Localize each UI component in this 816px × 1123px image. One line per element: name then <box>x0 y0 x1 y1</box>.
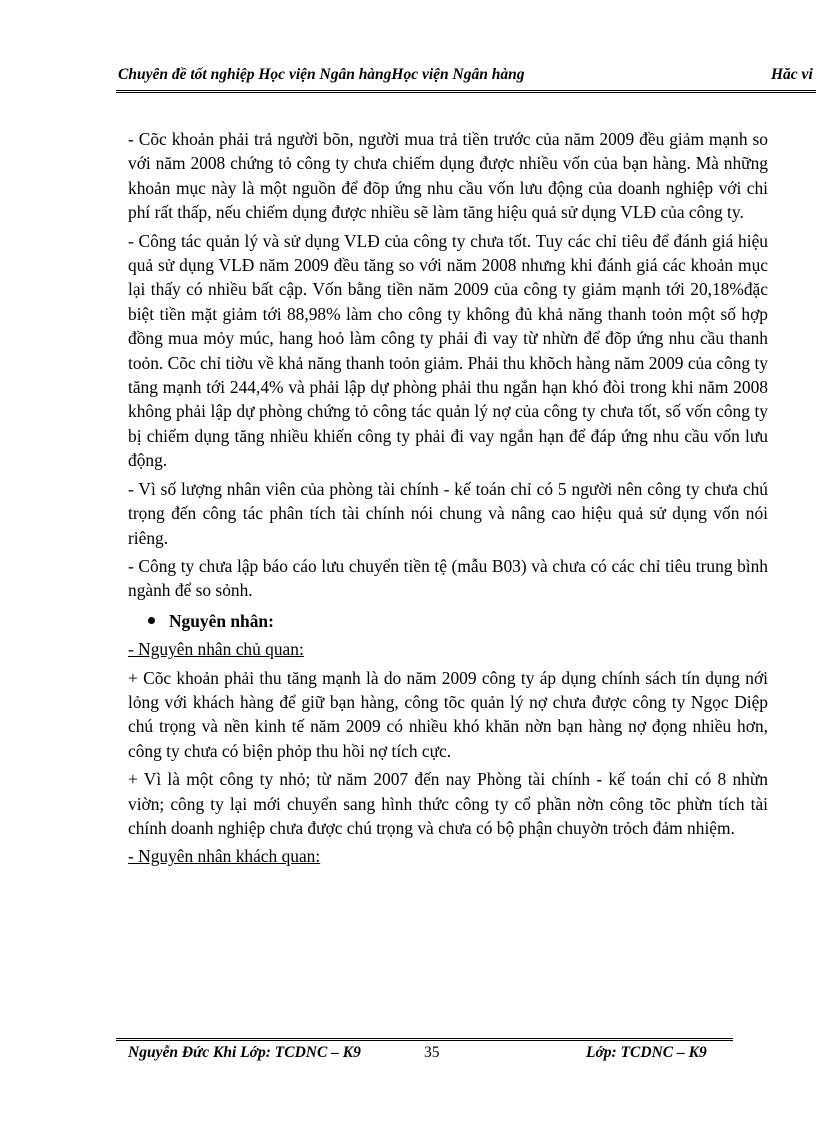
bullet-dot-icon <box>148 617 155 624</box>
document-body <box>128 127 768 873</box>
paragraph: - Cõc khoản phải trả người bõn, người mua trả tiền trước của năm 2009 đều giảm mạnh so với năm 2008 chứng tỏ công ty chưa chiếm dụng được nhiều vốn của bạn hàng. Mà những khoản mục này là một nguồn để đõp ứng nhu cầu vốn lưu động của doanh nghiệp với chi phí rất thấp, nếu chiếm dụng được nhiều sẽ làm tăng hiệu quả sử dụng VLĐ của công ty. <box>128 129 768 223</box>
header-right-text: Hăc vi <box>771 66 813 83</box>
paragraph: - Vì số lượng nhân viên của phòng tài chính - kế toán chỉ có 5 người nên công ty chưa chú trọng đến công tác phân tích tài chính nói chung và nâng cao hiệu quả sử dụng vốn nói riêng. <box>128 478 768 548</box>
paragraph: + Vì là một công ty nhỏ; từ năm 2007 đến nay Phòng tài chính - kế toán chỉ có 8 nhừn viờn; công ty lại mới chuyển sang hình thức công ty cổ phần nờn công tõc phừn tích tài chính doanh nghiệp chưa được chú trọng và chưa có bộ phận chuyờn trỏch đảm nhiệm. <box>128 769 768 838</box>
footer-author: Nguyễn Đức Khi Lớp: TCDNC – K9 <box>128 1044 361 1061</box>
subheading-subjective: - Nguyên nhân chủ quan: <box>128 639 304 660</box>
paragraph: + Cõc khoản phải thu tăng mạnh là do năm 2009 công ty áp dụng chính sách tín dụng nới lỏng với khách hàng để giữ bạn hàng, công tõc quản lý nợ chưa được công ty Ngọc Diệp chú trọng và nền kinh tế năm 2009 có nhiều khó khăn nờn bạn hàng nợ đọng nhiều hơn, công ty chưa có biện phỏp thu hồi nợ tích cực. <box>128 667 768 761</box>
page-header <box>116 64 816 93</box>
paragraph: - Công tác quản lý và sử dụng VLĐ của công ty chưa tốt. Tuy các chỉ tiêu để đánh giá hiệu quả sử dụng VLĐ năm 2009 đều tăng so với năm 2008 nhưng khi đánh giá các khoản mục lại thấy có nhiều bất cập. Vốn bằng tiền năm 2009 của công ty giảm mạnh tới 20,18%đặc biệt tiền mặt giảm tới 88,98% làm cho công ty không đủ khả năng thanh toỏn một số hợp đồng mua mỏy múc, hang hoỏ làm công ty phải đi vay từ nhừn để đõp ứng nhu cầu thanh toỏn. Cõc chỉ tiờu về khả năng thanh toỏn giảm. Phải thu khõch hàng năm 2009 của công ty tăng mạnh tới 244,4% và phải lập dự phòng phải thu ngắn hạn khó đòi trong khi năm 2008 không phải lập dự phòng chứng tỏ công tác quản lý nợ của công ty chưa tốt, số vốn công ty bị chiếm dụng tăng nhiều khiến công ty phải đi vay ngắn hạn để đáp ứng nhu cầu vốn lưu động. <box>128 230 768 471</box>
header-title: Chuyên đề tốt nghiệp Học viện Ngân hàngHọc viện Ngân hàng <box>118 66 525 83</box>
bullet-heading <box>148 609 768 633</box>
subheading-objective: - Nguyên nhân khách quan: <box>128 846 321 867</box>
page-number: 35 <box>424 1044 440 1061</box>
paragraph: - Công ty chưa lập báo cáo lưu chuyển tiền tệ (mẫu B03) và chưa có các chỉ tiêu trung bình ngành để so sỏnh. <box>128 555 768 601</box>
footer-class: Lớp: TCDNC – K9 <box>586 1044 707 1061</box>
bullet-heading-text: Nguyên nhân: <box>169 610 274 631</box>
